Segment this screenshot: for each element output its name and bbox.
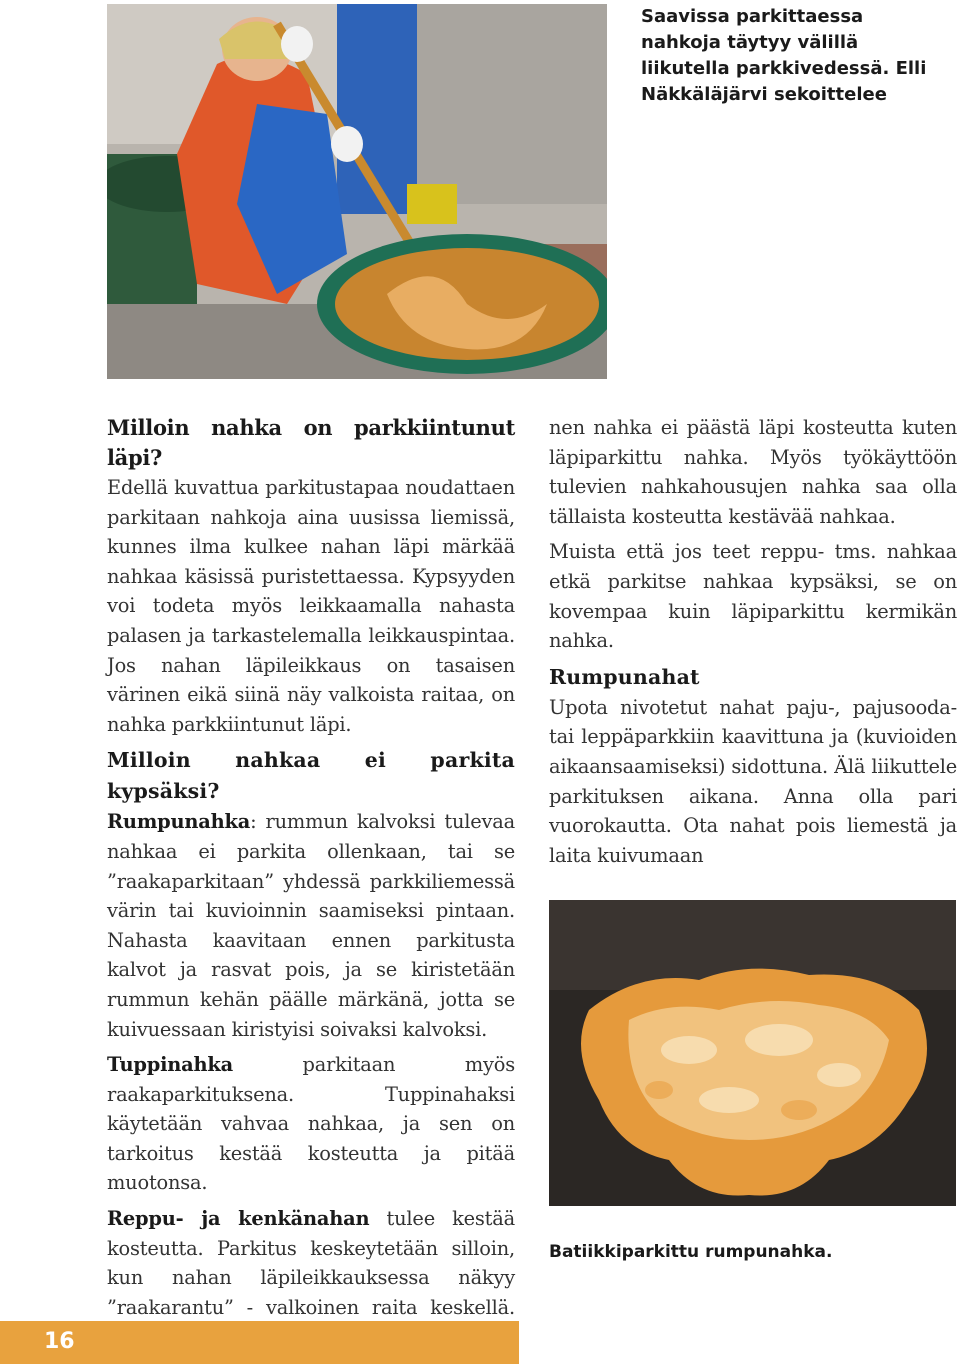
term-sheath-leather: Tuppinahka xyxy=(107,1053,233,1077)
paragraph-moisture-resistance: nen nahka ei päästä läpi kosteutta kuten läpiparkittu nahka. Myös työkäyttöön tulevien nahkahousujen nahka saa olla tällaista kosteutta kestävää nahkaa. xyxy=(549,416,957,528)
batik-hide-photo xyxy=(549,900,956,1206)
paragraph-remember: Muista että jos teet reppu- tms. nahkaa etkä parkitse nahkaa kypsäksi, se on kovempaa kuin läpiparkittu kermikän nahka. xyxy=(549,540,957,653)
top-photo-caption: Saavissa parkittaessa nahkoja täytyy välillä liikutella parkkivedessä. Elli Näkkäläjärvi sekoittelee xyxy=(641,6,927,105)
right-column xyxy=(549,413,957,870)
tanning-vat-illustration xyxy=(107,4,607,379)
heading-when-tanned-through: Milloin nahka on parkkiintunut läpi? xyxy=(107,415,515,470)
heading-drum-hides: Rumpunahat xyxy=(549,664,700,689)
paragraph-tanning-maturity: Edellä kuvattua parkitustapaa noudattaen parkitaan nahkoja aina uusissa liemissä, kunnes ilma kulkee nahan läpi märkää nahkaa käsissä puristettaessa. Kypsyyden voi todeta myös leikkaamalla nahasta palasen ja tarkastelemalla leikkauspintaa. Jos nahan läpileikkaus on tasaisen värinen eikä siinä näy valkoista raitaa, on nahka parkkiintunut läpi. xyxy=(107,476,515,736)
text-sheath-leather: parkitaan myös raakaparkituksena. Tuppinahaksi käytetään vahvaa nahkaa, ja sen on tarkoitus kestää kosteutta ja pitää muotonsa. xyxy=(107,1053,515,1195)
batik-hide-illustration xyxy=(549,900,956,1206)
page-number-bar xyxy=(0,1321,519,1364)
paragraph-drum-hides-instructions: Upota nivotetut nahat paju-, pajusooda- tai leppäparkkiin kaavittuna ja (kuvioiden aikaansaamiseksi) sidottuna. Älä liikuttele parkituksen aikana. Anna olla pari vuorokautta. Ota nahat pois liemestä ja laita kuivumaan xyxy=(549,695,957,867)
paragraph-drum-leather xyxy=(107,807,515,1044)
page-number: 16 xyxy=(44,1329,75,1354)
tanning-vat-photo xyxy=(107,4,607,379)
text-backpack-shoe-leather: tulee kestää kosteutta. Parkitus keskeytetään silloin, kun nahan läpileikkauksessa näkyy ”raakarantu” - valkoinen raita keskellä. xyxy=(107,1207,515,1319)
paragraph-sheath-leather xyxy=(107,1050,515,1198)
term-drum-leather: Rumpunahka xyxy=(107,810,251,834)
left-column xyxy=(107,413,515,1352)
bottom-photo-caption: Batiikkiparkittu rumpunahka. xyxy=(549,1242,833,1262)
term-backpack-shoe-leather: Reppu- ja kenkänahan xyxy=(107,1207,370,1231)
heading-when-not-tanned: Milloin nahkaa ei parkita kypsäksi? xyxy=(107,748,515,804)
text-drum-leather: : rummun kalvoksi tulevaa nahkaa ei parkita ollenkaan, tai se ”raakaparkitaan” yhdessä parkkiliemessä värin tai kuvioinnin saamiseksi pintaan. Nahasta kaavitaan ennen parkitusta kalvot ja rasvat pois, ja se kiristetään rummun kehän päälle märkänä, jotta se kuivuessaan kiristyisi soivaksi kalvoksi. xyxy=(107,810,515,1041)
